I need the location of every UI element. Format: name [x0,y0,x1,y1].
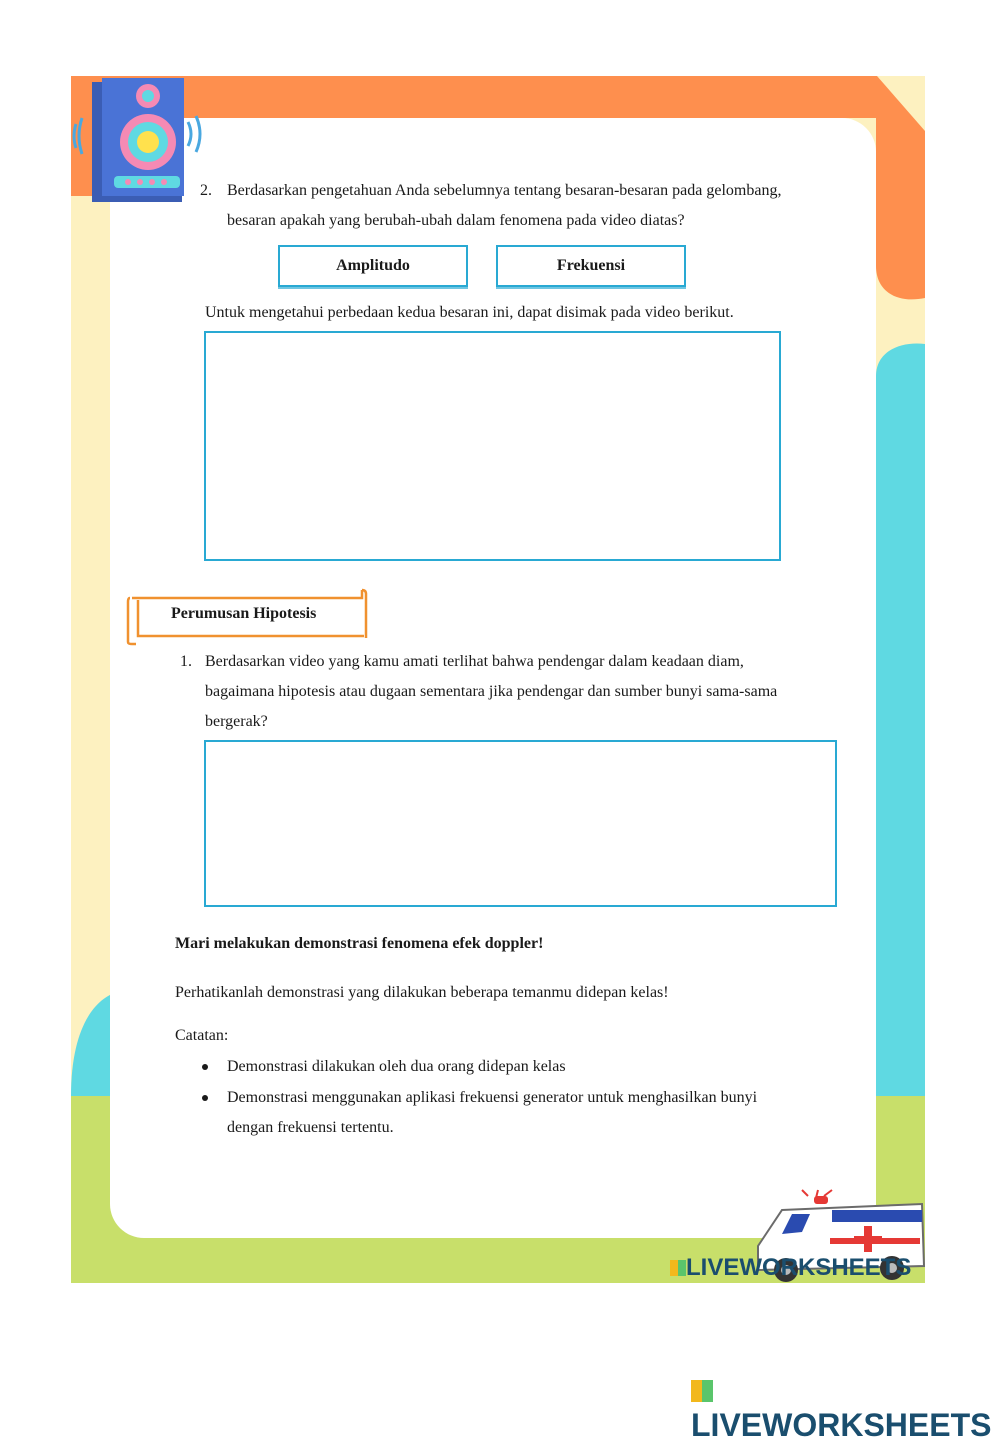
question-2-line-1: Berdasarkan pengetahuan Anda sebelumnya tentang besaran-besaran pada gelombang, [227,182,782,199]
question-2-number: 2. [200,182,212,199]
cyan-right-band [876,343,925,1106]
question-1-line-1: Berdasarkan video yang kamu amati terlihat bahwa pendengar dalam keadaan diam, [205,653,744,670]
question-1-number: 1. [180,653,192,670]
option-amplitudo[interactable]: Amplitudo [278,245,468,287]
liveworksheets-suffix: WORKSHEETS [762,1407,992,1443]
question-1-line-2: bagaimana hipotesis atau dugaan sementara jika pendengar dan sumber bunyi sama-sama [205,683,778,700]
bullet-icon [202,1095,208,1101]
hypothesis-answer-box[interactable] [204,740,837,907]
notes-label: Catatan: [175,1027,229,1044]
logo-mark-icon [670,1260,686,1276]
video-embed-box[interactable] [204,331,781,561]
section-title: Perumusan Hipotesis [171,605,317,622]
liveworksheets-logo-inner [670,1254,911,1282]
note-item-2-line-2: dengan frekuensi tertentu. [227,1119,394,1136]
question-1-line-3: bergerak? [205,713,268,730]
liveworksheets-prefix: LIVE [691,1407,763,1443]
demo-heading: Mari melakukan demonstrasi fenomena efek doppler! [175,935,544,952]
logo-mark-icon [691,1380,713,1402]
question-2-line-2: besaran apakah yang berubah-ubah dalam fenomena pada video diatas? [227,212,685,229]
note-item-1: Demonstrasi dilakukan oleh dua orang didepan kelas [227,1058,566,1075]
demo-instruction: Perhatikanlah demonstrasi yang dilakukan beberapa temanmu didepan kelas! [175,984,669,1001]
option-frekuensi[interactable]: Frekuensi [496,245,686,287]
video-intro-text: Untuk mengetahui perbedaan kedua besaran ini, dapat disimak pada video berikut. [205,304,734,321]
speaker-icon [72,76,212,208]
bullet-icon [202,1064,208,1070]
liveworksheets-text-inner: LIVEWORKSHEETS [686,1254,912,1281]
liveworksheets-logo [691,1371,1000,1443]
note-item-2-line-1: Demonstrasi menggunakan aplikasi frekuensi generator untuk menghasilkan bunyi [227,1089,758,1106]
